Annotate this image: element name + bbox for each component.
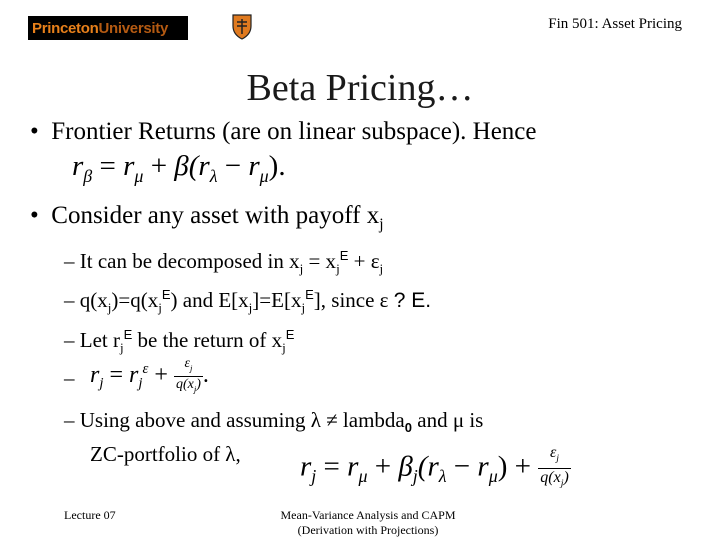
sub-item-decomposition: – It can be decomposed in $x_j = x_j^E + \varepsilon_j$ <box>64 248 384 277</box>
princeton-logo <box>28 16 188 40</box>
bullet-dot: • <box>30 202 52 229</box>
bullet-text: Frontier Returns (are on linear subspace). Hence <box>51 118 537 145</box>
course-title: Fin 501: Asset Pricing <box>548 16 682 32</box>
bullet-frontier-returns <box>30 118 537 146</box>
logo-word-university: University <box>98 19 169 37</box>
bullet-text: Consider any asset with payoff x <box>51 202 380 229</box>
fraction-error-over-price: $\frac{\varepsilon_j}{q(x_j)}$ <box>175 356 201 394</box>
sub-item-return-equation: – <box>64 366 75 390</box>
logo-word-princeton: Princeton <box>32 19 99 37</box>
footer-subject: Mean-Variance Analysis and CAPM (Derivation with Projections) <box>280 508 456 537</box>
equation-beta-pricing: $r_j = r_\mu + \beta_j(r_\lambda - r_\mu)$ + $\frac{\varepsilon_j}{q(x_j)}$ <box>300 444 571 493</box>
slide-title: Beta Pricing… <box>246 67 474 109</box>
sub-item-return-definition: – Let $r_j^E$ be the return of $x_j^E$ <box>64 327 295 356</box>
princeton-shield-icon <box>232 14 252 40</box>
fraction-error-over-price: $\frac{\varepsilon_j}{q(x_j)}$ <box>540 444 569 490</box>
footer-lecture: Lecture 07 <box>64 508 116 522</box>
bullet-dot: • <box>30 118 52 145</box>
sub-item-using-above: – Using above and assuming λ ≠ lambda$_0$ and μ is <box>64 408 484 436</box>
bullet-consider-asset: • Consider any asset with payoff $x_j$ <box>30 202 384 233</box>
equation-frontier-beta: $r_\beta = r_\mu + \beta(r_\lambda - r_\mu)$. <box>72 150 286 186</box>
sub-item-price-expectation: – $q(x_j)=q(x_j^E)$ and $E[x_j]=E[x_j^E]$, since ε ? E. <box>64 287 432 316</box>
equation-return-decomposition: $r_j = r_j^\varepsilon$ + $\frac{\varepsilon_j}{q(x_j)}$ . <box>90 356 209 397</box>
sub-item-zc-portfolio: ZC-portfolio of λ, <box>90 442 241 466</box>
